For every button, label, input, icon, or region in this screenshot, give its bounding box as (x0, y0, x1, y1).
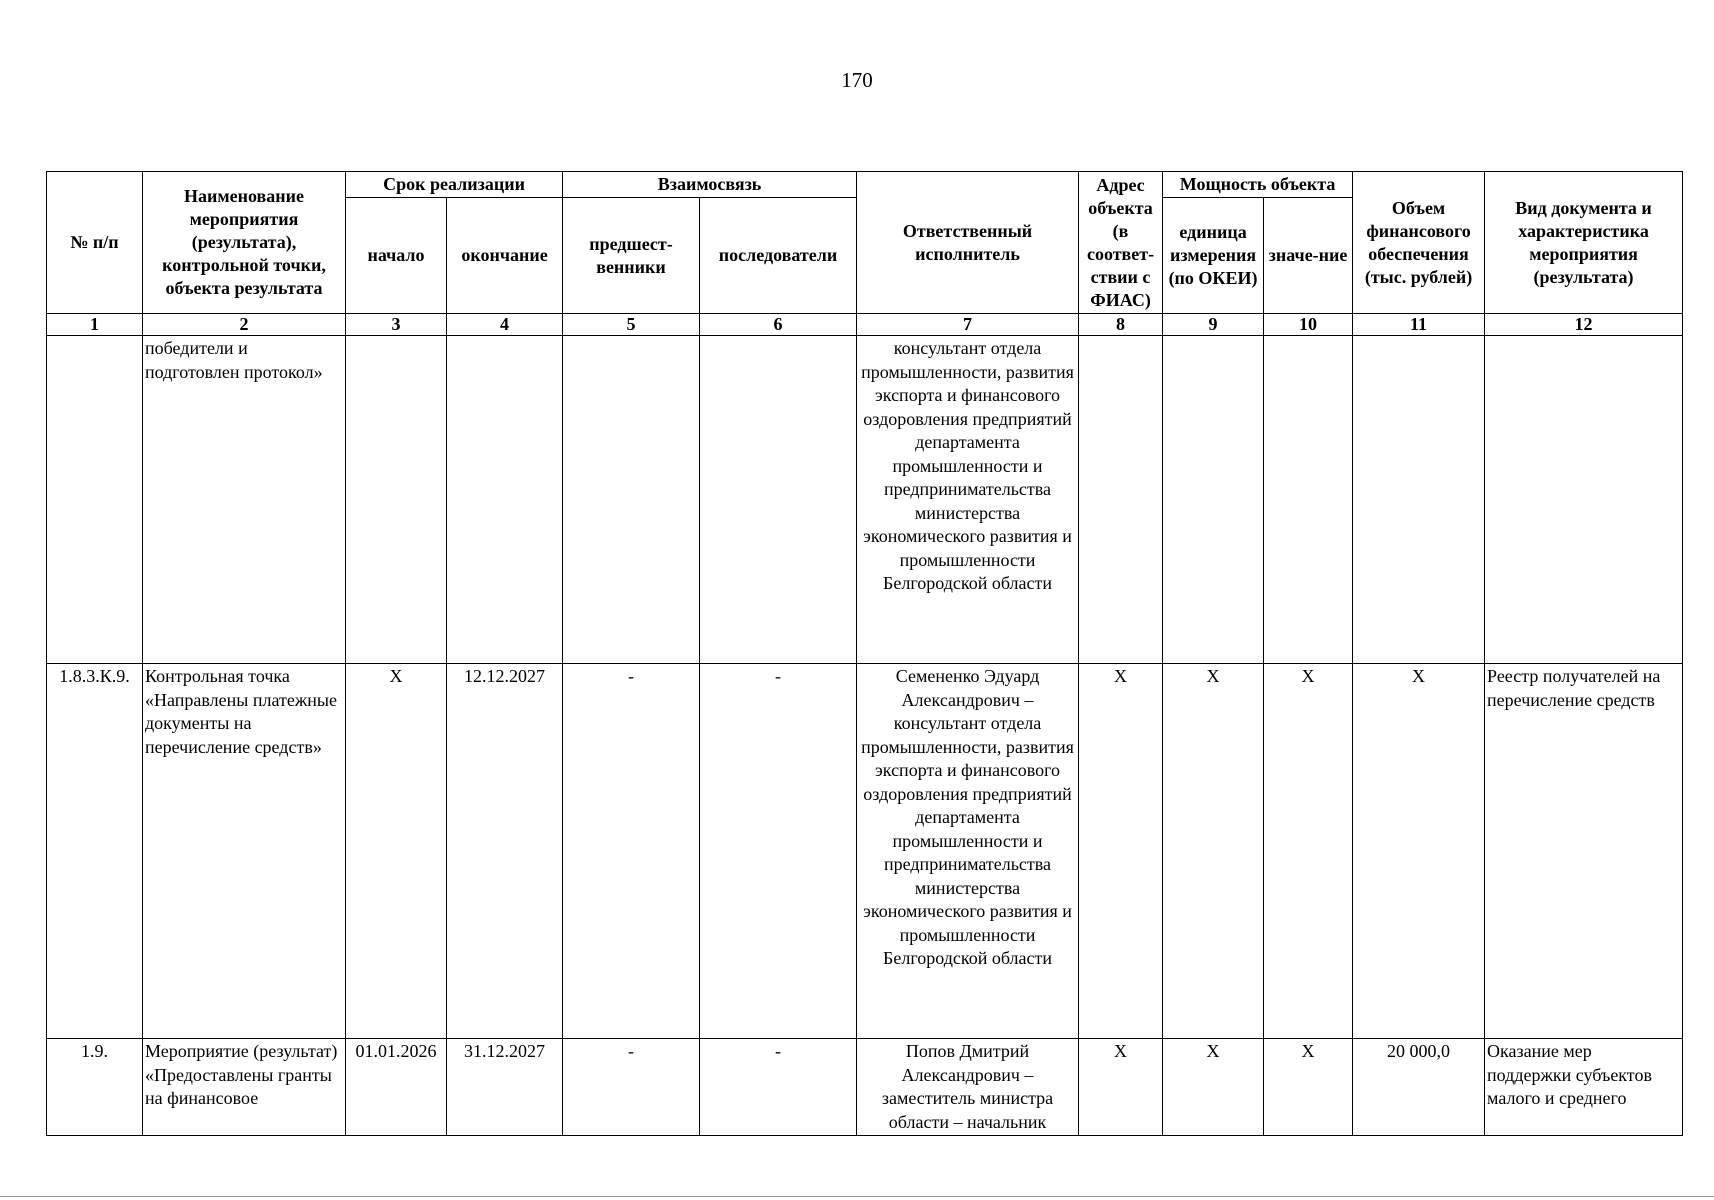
cell-pred: - (563, 1039, 700, 1136)
cell-finance: 20 000,0 (1353, 1039, 1485, 1136)
cell-address: X (1079, 1039, 1163, 1136)
cell-responsible: консультант отдела промышленности, развития экспорта и финансового оздоровления предприятий департамента промышленности и предпринимательства министерства экономического развития и промышленности Белгородской области (857, 336, 1079, 664)
cell-succ: - (700, 664, 857, 1039)
cell-num: 1.9. (47, 1039, 143, 1136)
cell-succ (700, 336, 857, 664)
column-number: 2 (143, 314, 346, 336)
cell-num (47, 336, 143, 664)
header-link-succ: последователи (700, 198, 857, 314)
cell-unit (1163, 336, 1264, 664)
header-doc-type: Вид документа и характеристика мероприятия (результата) (1485, 172, 1683, 314)
header-capacity-group: Мощность объекта (1163, 172, 1353, 198)
column-number: 4 (447, 314, 563, 336)
cell-unit: X (1163, 1039, 1264, 1136)
cell-doc (1485, 336, 1683, 664)
header-link-pred: предшест-венники (563, 198, 700, 314)
header-capacity-value: значе-ние (1264, 198, 1353, 314)
cell-doc: Оказание мер поддержки субъектов малого и среднего (1485, 1039, 1683, 1136)
column-number: 7 (857, 314, 1079, 336)
header-responsible: Ответственный исполнитель (857, 172, 1079, 314)
cell-value: X (1264, 1039, 1353, 1136)
cell-name: Контрольная точка «Направлены платежные документы на перечисление средств» (143, 664, 346, 1039)
cell-doc: Реестр получателей на перечисление средств (1485, 664, 1683, 1039)
table-row (47, 1039, 1683, 1136)
header-term-group: Срок реализации (346, 172, 563, 198)
cell-finance (1353, 336, 1485, 664)
page-bottom-rule (0, 1196, 1714, 1197)
cell-value (1264, 336, 1353, 664)
events-table (46, 171, 1683, 1136)
cell-value: X (1264, 664, 1353, 1039)
table-row (47, 664, 1683, 1039)
header-num: № п/п (47, 172, 143, 314)
table-row (47, 336, 1683, 664)
header-capacity-unit: единица измерения (по ОКЕИ) (1163, 198, 1264, 314)
header-address: Адрес объекта (в соответ-ствии с ФИАС) (1079, 172, 1163, 314)
column-number: 12 (1485, 314, 1683, 336)
header-finance: Объем финансового обеспечения (тыс. рублей) (1353, 172, 1485, 314)
page-number: 170 (841, 68, 873, 92)
column-number: 9 (1163, 314, 1264, 336)
column-number: 8 (1079, 314, 1163, 336)
header-name: Наименование мероприятия (результата), контрольной точки, объекта результата (143, 172, 346, 314)
cell-finance: X (1353, 664, 1485, 1039)
column-number: 3 (346, 314, 447, 336)
cell-succ: - (700, 1039, 857, 1136)
cell-end: 31.12.2027 (447, 1039, 563, 1136)
cell-pred (563, 336, 700, 664)
cell-name: Мероприятие (результат) «Предоставлены гранты на финансовое (143, 1039, 346, 1136)
cell-responsible: Попов Дмитрий Александрович – заместитель министра области – начальник (857, 1039, 1079, 1136)
cell-name: победители и подготовлен протокол» (143, 336, 346, 664)
cell-address: X (1079, 664, 1163, 1039)
cell-responsible: Семененко Эдуард Александрович – консультант отдела промышленности, развития экспорта и финансового оздоровления предприятий департамента промышленности и предпринимательства министерства экономического развития и промышленности Белгородской области (857, 664, 1079, 1039)
header-link-group: Взаимосвязь (563, 172, 857, 198)
header-term-end: окончание (447, 198, 563, 314)
header-term-start: начало (346, 198, 447, 314)
column-number: 5 (563, 314, 700, 336)
column-number: 6 (700, 314, 857, 336)
cell-start: 01.01.2026 (346, 1039, 447, 1136)
cell-end: 12.12.2027 (447, 664, 563, 1039)
cell-num: 1.8.3.К.9. (47, 664, 143, 1039)
cell-pred: - (563, 664, 700, 1039)
column-number: 10 (1264, 314, 1353, 336)
cell-end (447, 336, 563, 664)
cell-start: X (346, 664, 447, 1039)
column-number: 1 (47, 314, 143, 336)
cell-unit: X (1163, 664, 1264, 1039)
cell-start (346, 336, 447, 664)
column-number: 11 (1353, 314, 1485, 336)
cell-address (1079, 336, 1163, 664)
